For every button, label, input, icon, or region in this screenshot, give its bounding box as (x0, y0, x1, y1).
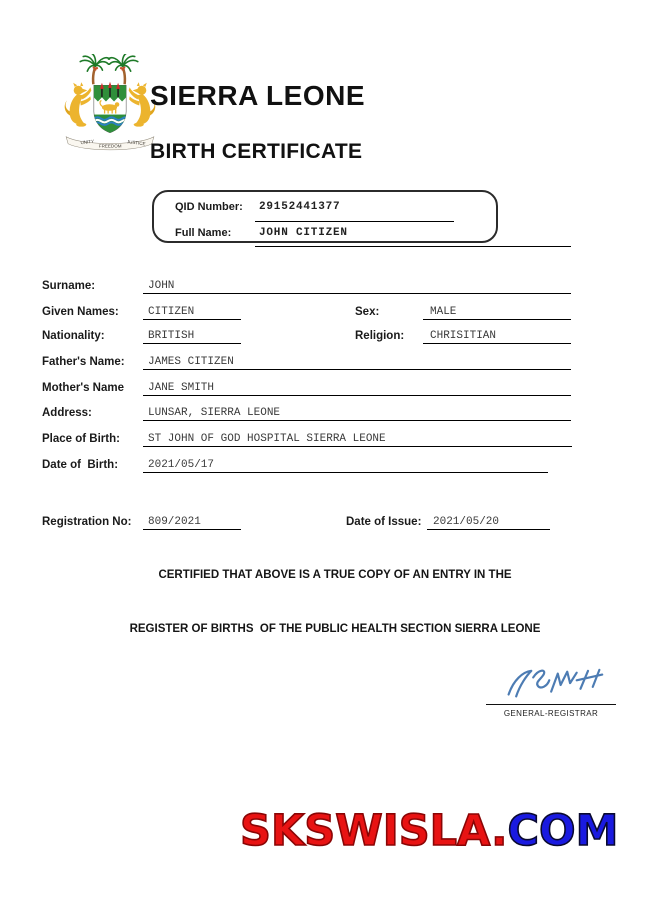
surname-value: JOHN (143, 280, 571, 294)
full-name-underline (255, 246, 571, 247)
field-row-registration (0, 516, 645, 532)
watermark (240, 806, 620, 856)
certification-line-1: CERTIFIED THAT ABOVE IS A TRUE COPY OF AN ENTRY IN THE (158, 569, 512, 581)
given-names-value: CITIZEN (143, 306, 241, 320)
field-row-date-of-birth (0, 459, 645, 475)
religion-value: CHRISITIAN (423, 330, 571, 344)
qid-number-underline (255, 221, 454, 222)
qid-number-value: 29152441377 (259, 201, 341, 213)
field-row-mother (0, 382, 645, 398)
motto-justice: JUSTICE (126, 139, 146, 147)
date-of-issue-value: 2021/05/20 (427, 516, 550, 530)
watermark-dot: . (491, 806, 508, 856)
field-row-place-of-birth (0, 433, 645, 449)
given-names-label: Given Names: (42, 306, 119, 318)
right-palm-tree (108, 54, 137, 84)
motto-freedom: FREEDOM (98, 143, 122, 149)
shield-base-waves (94, 115, 129, 135)
field-row-father (0, 356, 645, 372)
nationality-label: Nationality: (42, 330, 105, 342)
place-of-birth-label: Place of Birth: (42, 433, 120, 445)
shield (94, 82, 129, 135)
date-of-birth-label: Date of Birth: (42, 459, 119, 471)
mother-name-value: JANE SMITH (143, 382, 571, 396)
date-of-issue-label: Date of Issue: (346, 516, 422, 528)
registration-no-value: 809/2021 (143, 516, 241, 530)
surname-label: Surname: (42, 280, 96, 292)
address-value: LUNSAR, SIERRA LEONE (143, 407, 571, 421)
full-name-label: Full Name: (175, 227, 232, 239)
place-of-birth-value: ST JOHN OF GOD HOSPITAL SIERRA LEONE (143, 433, 572, 447)
left-lion (65, 82, 92, 126)
signature-line (486, 704, 616, 705)
field-row-nationality (0, 330, 645, 346)
nationality-value: BRITISH (143, 330, 241, 344)
sex-label: Sex: (355, 306, 380, 318)
left-palm-tree (80, 54, 109, 84)
religion-label: Religion: (355, 330, 405, 342)
document-title: BIRTH CERTIFICATE (150, 140, 363, 163)
motto-unity: UNITY (80, 138, 95, 146)
full-name-value: JOHN CITIZEN (259, 227, 348, 239)
watermark-primary: SKSWISLA (240, 806, 492, 856)
father-name-value: JAMES CITIZEN (143, 356, 571, 370)
field-row-given-names (0, 306, 645, 322)
address-label: Address: (42, 407, 92, 419)
date-of-birth-value: 2021/05/17 (143, 459, 548, 473)
registration-no-label: Registration No: (42, 516, 132, 528)
signature-title: GENERAL-REGISTRAR (503, 709, 599, 718)
motto-ribbon (66, 137, 154, 150)
qid-number-label: QID Number: (175, 201, 243, 213)
country-title: SIERRA LEONE (150, 80, 365, 111)
sex-value: MALE (423, 306, 571, 320)
mother-name-label: Mother's Name (42, 382, 124, 394)
registrar-signature (502, 666, 606, 704)
father-name-label: Father's Name: (42, 356, 125, 368)
watermark-secondary: COM (507, 806, 619, 856)
field-row-surname (0, 280, 645, 296)
certification-line-2: REGISTER OF BIRTHS OF THE PUBLIC HEALTH SECTION SIERRA LEONE (129, 623, 541, 635)
field-row-address (0, 407, 645, 423)
